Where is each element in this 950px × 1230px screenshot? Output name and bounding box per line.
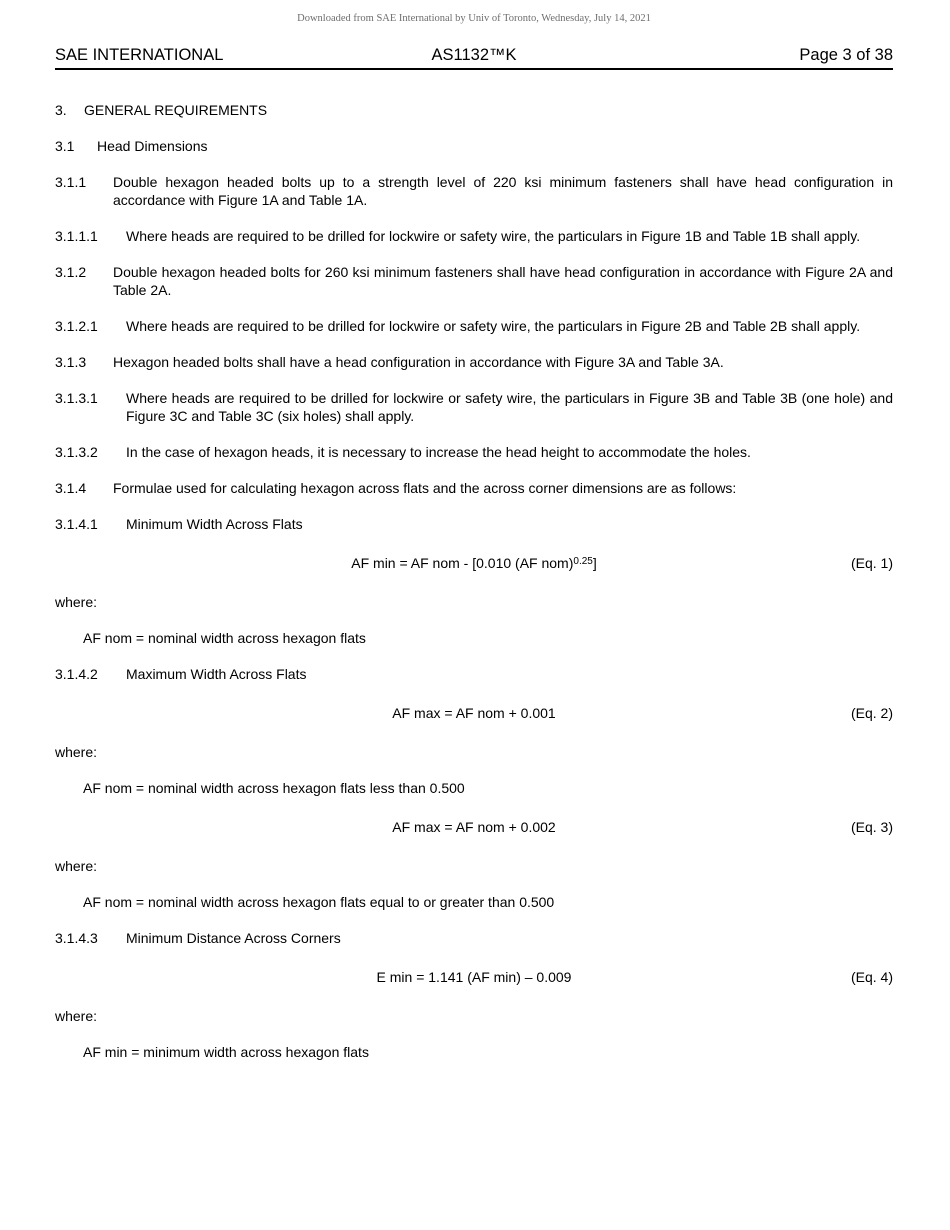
document-number: AS1132™K [431,46,517,64]
equation-2-label: (Eq. 2) [850,705,893,721]
section-number: 3.1.1.1 [55,228,98,244]
section-text: Formulae used for calculating hexagon across flats and the across corner dimensions are as follows: [113,480,737,496]
where-clause: where: [55,858,98,874]
section-3-1-3-2 [55,443,893,461]
section-title: Head Dimensions [97,138,208,154]
section-text: Double hexagon headed bolts for 260 ksi minimum fasteners shall have head configuration in accordance with Figure 2A and Table 2A. [113,264,893,298]
section-number: 3. [55,102,67,118]
section-text: Hexagon headed bolts shall have a head configuration in accordance with Figure 3A and Table 3A. [113,354,724,370]
section-title: Minimum Width Across Flats [126,516,303,532]
section-number: 3.1 [55,138,75,154]
equation-3-body: AF max = AF nom + 0.002 [392,819,556,835]
equation-1-body [351,555,597,571]
equation-3 [55,818,893,836]
where-clause: where: [55,594,98,610]
section-text: Where heads are required to be drilled for lockwire or safety wire, the particulars in Figure 1B and Table 1B shall apply. [126,228,861,244]
equation-1 [55,554,893,572]
equation-3-label: (Eq. 3) [850,819,893,835]
section-text: In the case of hexagon heads, it is necessary to increase the head height to accommodate the holes. [126,444,751,460]
section-number: 3.1.1 [55,174,87,190]
section-text: Where heads are required to be drilled for lockwire or safety wire, the particulars in Figure 2B and Table 2B shall apply. [126,318,861,334]
equation-1-label: (Eq. 1) [850,555,893,571]
section-title: Maximum Width Across Flats [126,666,307,682]
section-number: 3.1.4 [55,480,87,496]
where-clause: where: [55,1008,98,1024]
equation-4 [55,968,893,986]
definition-af-nom: AF nom = nominal width across hexagon flats less than 0.500 [83,780,465,796]
section-3-1-2-1 [55,317,893,335]
section-text: Double hexagon headed bolts up to a strength level of 220 ksi minimum fasteners shall have head configuration in accordance with Figure 1A and Table 1A. [113,174,893,208]
section-number: 3.1.3.2 [55,444,98,460]
section-3-1-1-1 [55,227,893,245]
section-3-1-3 [55,353,893,371]
definition-af-nom: AF nom = nominal width across hexagon flats equal to or greater than 0.500 [83,894,555,910]
equation-1-pre: AF min = AF nom - [0.010 (AF nom) [351,555,574,571]
section-3-1-4 [55,479,893,497]
equation-1-exponent: 0.25 [573,556,593,567]
section-number: 3.1.3.1 [55,390,98,406]
equation-4-body: E min = 1.141 (AF min) – 0.009 [376,969,572,985]
equation-2 [55,704,893,722]
section-number: 3.1.2 [55,264,87,280]
equation-4-label: (Eq. 4) [850,969,893,985]
section-text: Where heads are required to be drilled for lockwire or safety wire, the particulars in Figure 3B and Table 3B (one hole) and Figure 3C and Table 3C (six holes) shall apply. [126,390,893,424]
section-3-1-1 [55,173,893,209]
section-3-1-3-1 [55,389,893,425]
section-3-1-4-2-heading [55,665,893,683]
definition-af-min: AF min = minimum width across hexagon flats [83,1044,369,1060]
section-number: 3.1.2.1 [55,318,98,334]
equation-1-post: ] [592,555,597,571]
section-3-heading [55,101,893,119]
equation-2-body: AF max = AF nom + 0.001 [392,705,556,721]
where-clause: where: [55,744,98,760]
section-title: GENERAL REQUIREMENTS [84,102,268,118]
section-title: Minimum Distance Across Corners [126,930,341,946]
page-header [55,46,893,70]
section-3-1-4-3-heading [55,929,893,947]
section-3-1-heading [55,137,893,155]
section-number: 3.1.4.2 [55,666,98,682]
section-3-1-4-1-heading [55,515,893,533]
definition-af-nom: AF nom = nominal width across hexagon flats [83,630,366,646]
page-number: Page 3 of 38 [799,46,893,64]
section-number: 3.1.4.3 [55,930,98,946]
document-body [55,70,893,1061]
section-3-1-2 [55,263,893,299]
section-number: 3.1.3 [55,354,87,370]
section-number: 3.1.4.1 [55,516,98,532]
publisher-name: SAE INTERNATIONAL [55,46,224,64]
download-notice: Downloaded from SAE International by Univ of Toronto, Wednesday, July 14, 2021 [297,13,651,24]
